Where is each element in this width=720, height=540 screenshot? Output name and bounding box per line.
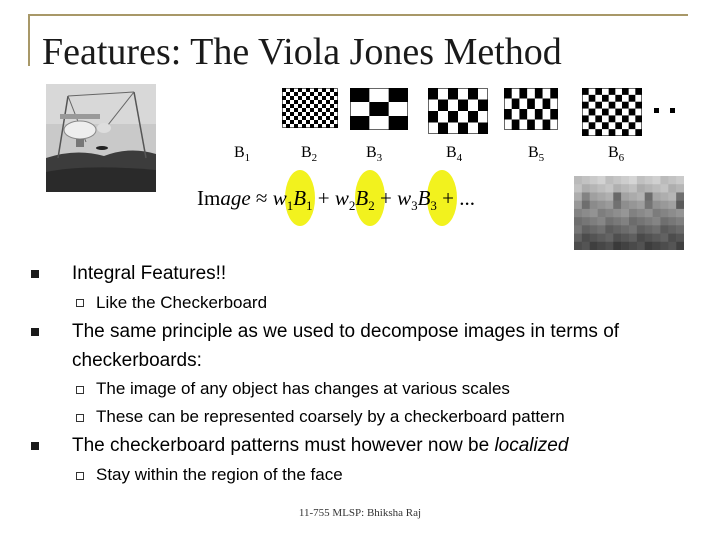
basis-label-b3: $B_3$ — [366, 144, 383, 165]
basis-label-b5: $B_5$ — [528, 144, 545, 165]
title-rule-horizontal — [28, 14, 688, 16]
sub-bullet-item: Stay within the region of the face — [96, 465, 343, 484]
sub-bullet-marker — [76, 299, 84, 307]
face-thumbnail-image — [574, 176, 684, 250]
ellipsis-dots-icon — [652, 102, 680, 118]
basis-label-b4: $B_4$ — [446, 144, 463, 165]
decomposition-equation: Image ≈ $w_1B_1 + w_2B_2 + w_3B_3$ + ... — [197, 186, 475, 214]
basis-label-b6: $B_6$ — [608, 144, 625, 165]
basis-label-b2: $B_2$ — [301, 144, 318, 165]
sub-bullet-marker — [76, 386, 84, 394]
sub-bullet-marker — [76, 472, 84, 480]
sub-bullet-item: These can be represented coarsely by a checkerboard pattern — [96, 407, 565, 426]
sub-bullet-marker — [76, 414, 84, 422]
checkerboard-pattern-b4 — [504, 88, 558, 130]
slide-footer: 11-755 MLSP: Bhiksha Raj — [298, 507, 422, 519]
bullet-item: Integral Features!! — [72, 263, 227, 284]
bullet-marker — [31, 328, 39, 336]
checkerboard-pattern-b2 — [350, 88, 408, 130]
basis-label-b1: $B_1$ — [234, 144, 251, 165]
sub-bullet-item: Like the Checkerboard — [96, 293, 268, 312]
checkerboard-pattern-b3 — [428, 88, 488, 134]
bullet-marker — [31, 270, 39, 278]
title-rule-vertical — [28, 14, 30, 66]
bullet-item: The same principle as we used to decompose images in terms of checkerboards: — [72, 321, 620, 371]
bullet-item: The checkerboard patterns must however now be localized — [72, 435, 569, 456]
bullet-marker — [31, 442, 39, 450]
slide-title: Features: The Viola Jones Method — [42, 31, 562, 73]
checkerboard-pattern-b5 — [582, 88, 642, 136]
sub-bullet-item: The image of any object has changes at various scales — [96, 379, 510, 398]
